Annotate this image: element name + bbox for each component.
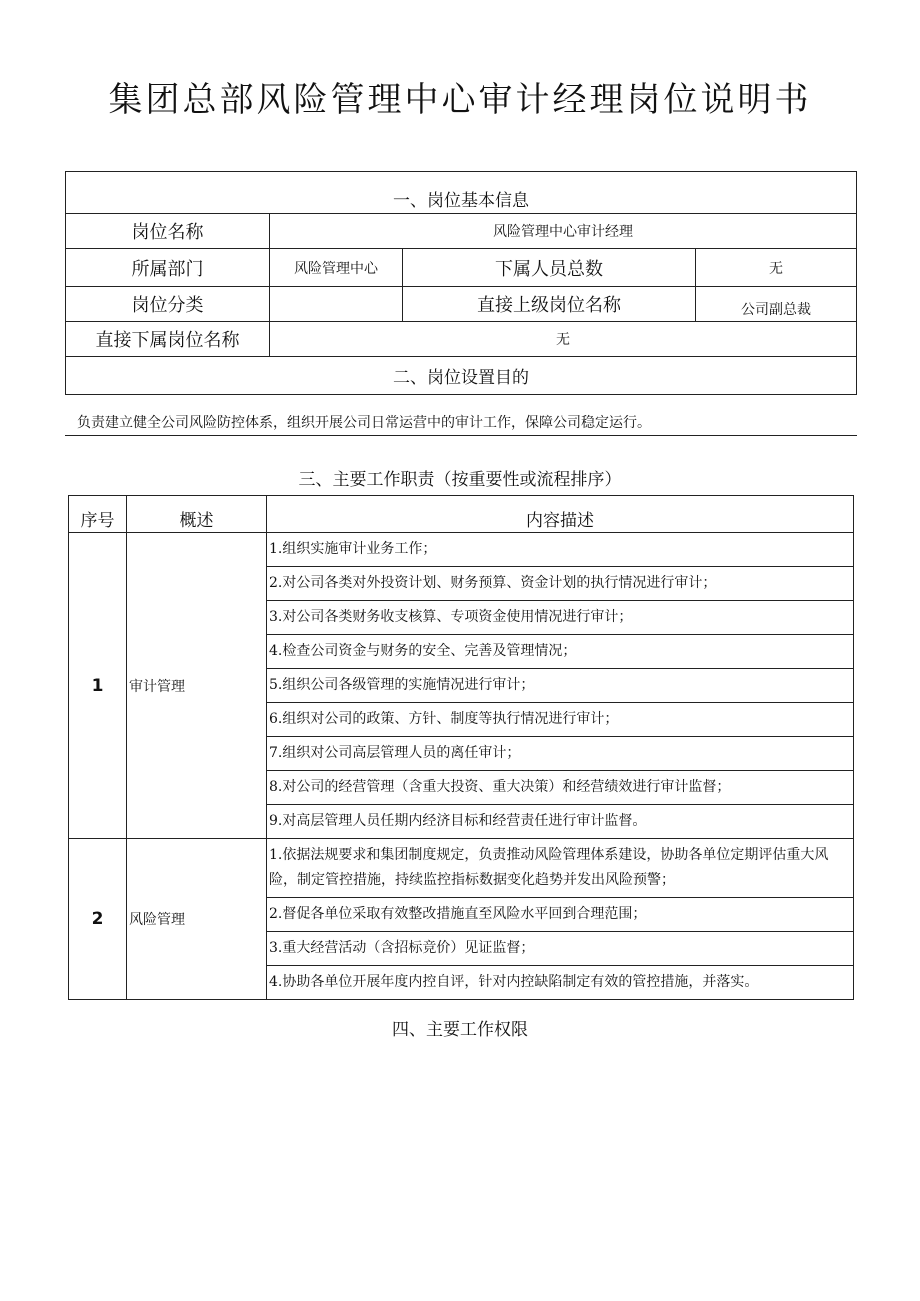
duty-item: 2.督促各单位采取有效整改措施直至风险水平回到合理范围；	[267, 898, 854, 932]
subordinates-total-label: 下属人员总数	[403, 249, 696, 287]
direct-reports-value: 无	[270, 322, 857, 357]
purpose-text: 负责建立健全公司风险防控体系，组织开展公司日常运营中的审计工作，保障公司稳定运行。	[65, 410, 857, 436]
superior-value: 公司副总裁	[696, 287, 857, 322]
basic-info-section-title: 一、岗位基本信息	[66, 172, 857, 214]
document-title: 集团总部风险管理中心审计经理岗位说明书	[108, 80, 812, 120]
duty-item: 6.组织对公司的政策、方针、制度等执行情况进行审计；	[267, 703, 854, 737]
duty-item: 1.依据法规要求和集团制度规定，负责推动风险管理体系建设，协助各单位定期评估重大风险，制定管控措施，持续监控指标数据变化趋势并发出风险预警；	[267, 839, 854, 898]
duty-item: 9.对高层管理人员任期内经济目标和经营责任进行审计监督。	[267, 805, 854, 839]
superior-label: 直接上级岗位名称	[403, 287, 696, 322]
direct-reports-label: 直接下属岗位名称	[66, 322, 270, 357]
header-index: 序号	[69, 496, 127, 533]
basic-info-table	[65, 171, 857, 395]
group-summary: 风险管理	[127, 839, 267, 1000]
duty-item: 2.对公司各类对外投资计划、财务预算、资金计划的执行情况进行审计；	[267, 567, 854, 601]
duty-item: 4.检查公司资金与财务的安全、完善及管理情况；	[267, 635, 854, 669]
duty-item: 5.组织公司各级管理的实施情况进行审计；	[267, 669, 854, 703]
authority-section-title: 四、主要工作权限	[392, 1020, 528, 1040]
group-number: 2	[69, 839, 127, 1000]
duty-item: 8.对公司的经营管理（含重大投资、重大决策）和经营绩效进行审计监督；	[267, 771, 854, 805]
position-name-value: 风险管理中心审计经理	[270, 214, 857, 249]
duty-item: 3.重大经营活动（含招标竞价）见证监督；	[267, 932, 854, 966]
duty-item: 1.组织实施审计业务工作；	[267, 533, 854, 567]
category-value	[270, 287, 403, 322]
duties-section-title: 三、主要工作职责（按重要性或流程排序）	[298, 470, 622, 490]
department-value: 风险管理中心	[270, 249, 403, 287]
duty-item: 4.协助各单位开展年度内控自评，针对内控缺陷制定有效的管控措施，并落实。	[267, 966, 854, 1000]
header-description: 内容描述	[267, 496, 854, 533]
position-name-label: 岗位名称	[66, 214, 270, 249]
purpose-section-title: 二、岗位设置目的	[66, 357, 857, 395]
department-label: 所属部门	[66, 249, 270, 287]
header-summary: 概述	[127, 496, 267, 533]
subordinates-total-value: 无	[696, 249, 857, 287]
duty-item: 7.组织对公司高层管理人员的离任审计；	[267, 737, 854, 771]
duty-item: 3.对公司各类财务收支核算、专项资金使用情况进行审计；	[267, 601, 854, 635]
category-label: 岗位分类	[66, 287, 270, 322]
duties-table	[68, 495, 854, 1000]
group-summary: 审计管理	[127, 533, 267, 839]
group-number: 1	[69, 533, 127, 839]
